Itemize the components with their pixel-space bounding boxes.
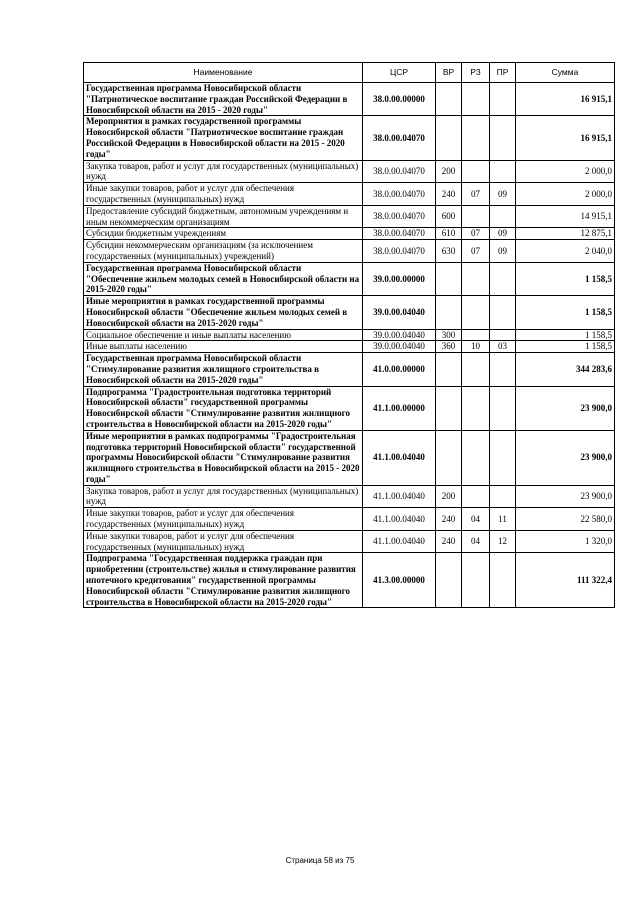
cell-name: Субсидии бюджетным учреждениям [84,228,363,240]
cell-sum: 1 158,5 [516,262,615,295]
cell-vr: 240 [436,530,462,553]
table-row [84,329,615,341]
cell-pr: 12 [490,530,516,553]
table-row [84,160,615,183]
cell-vr: 630 [436,240,462,263]
header-vr: ВР [436,63,462,83]
cell-rz [462,116,490,160]
table-row [84,430,615,485]
table-row [84,508,615,531]
cell-name: Государственная программа Новосибирской области "Стимулирование развития жилищного строительства в Новосибирской области на 2015-2020 годы" [84,353,363,386]
cell-name: Иные закупки товаров, работ и услуг для обеспечения государственных (муниципальных) нужд [84,183,363,206]
cell-csr: 39.0.00.04040 [363,341,436,353]
cell-pr: 09 [490,240,516,263]
cell-rz: 07 [462,228,490,240]
cell-rz [462,553,490,608]
table-row [84,240,615,263]
header-rz: РЗ [462,63,490,83]
cell-csr: 38.0.00.04070 [363,160,436,183]
cell-vr [436,353,462,386]
cell-csr: 41.1.00.04040 [363,530,436,553]
cell-csr: 41.1.00.04040 [363,430,436,485]
cell-pr [490,553,516,608]
cell-vr: 240 [436,508,462,531]
cell-sum: 344 283,6 [516,353,615,386]
table-row [84,83,615,116]
header-csr: ЦСР [363,63,436,83]
cell-sum: 16 915,1 [516,83,615,116]
cell-vr: 240 [436,183,462,206]
cell-name: Социальное обеспечение и иные выплаты населению [84,329,363,341]
cell-rz [462,205,490,228]
table-row [84,262,615,295]
cell-rz [462,329,490,341]
header-pr: ПР [490,63,516,83]
cell-csr: 41.0.00.00000 [363,353,436,386]
table-row [84,341,615,353]
cell-rz [462,296,490,329]
cell-rz [462,262,490,295]
cell-vr: 200 [436,160,462,183]
cell-pr: 09 [490,183,516,206]
cell-vr: 360 [436,341,462,353]
cell-pr [490,353,516,386]
cell-csr: 38.0.00.00000 [363,83,436,116]
cell-pr [490,160,516,183]
table-row [84,353,615,386]
table-row [84,386,615,430]
table-row [84,485,615,508]
cell-pr [490,116,516,160]
cell-sum: 1 158,5 [516,296,615,329]
cell-sum: 23 900,0 [516,485,615,508]
cell-sum: 16 915,1 [516,116,615,160]
cell-pr [490,205,516,228]
cell-sum: 2 000,0 [516,160,615,183]
cell-name: Мероприятия в рамках государственной программы Новосибирской области "Патриотическое воспитание граждан Российской Федерации в Новосибирской области на 2015 - 2020 годы" [84,116,363,160]
cell-pr [490,83,516,116]
cell-rz [462,386,490,430]
cell-rz: 04 [462,530,490,553]
cell-pr [490,296,516,329]
cell-rz [462,353,490,386]
table-body [84,83,615,608]
cell-vr [436,262,462,295]
cell-pr: 09 [490,228,516,240]
cell-csr: 41.1.00.04040 [363,485,436,508]
page-number: Страница 58 из 75 [285,856,355,865]
table-row [84,205,615,228]
cell-name: Закупка товаров, работ и услуг для государственных (муниципальных) нужд [84,160,363,183]
cell-pr [490,430,516,485]
cell-sum: 23 900,0 [516,430,615,485]
cell-pr [490,485,516,508]
cell-name: Иные выплаты населению [84,341,363,353]
cell-csr: 38.0.00.04070 [363,116,436,160]
cell-sum: 23 900,0 [516,386,615,430]
cell-vr [436,83,462,116]
cell-sum: 2 040,0 [516,240,615,263]
table-row [84,116,615,160]
cell-vr: 200 [436,485,462,508]
cell-rz: 07 [462,183,490,206]
cell-pr: 11 [490,508,516,531]
cell-name: Подпрограмма "Государственная поддержка граждан при приобретении (строительстве) жилья и стимулирование развития ипотечного кредитования" государственной программы Новосибирской области "Стимулирование развития жилищного строительства в Новосибирской области на 2015-2020 годы" [84,553,363,608]
cell-csr: 41.1.00.04040 [363,508,436,531]
cell-pr: 03 [490,341,516,353]
cell-csr: 38.0.00.04070 [363,205,436,228]
cell-rz [462,160,490,183]
cell-name: Субсидии некоммерческим организациям (за исключением государственных (муниципальных) учреждений) [84,240,363,263]
cell-name: Иные мероприятия в рамках государственной программы Новосибирской области "Обеспечение жильем молодых семей в Новосибирской области на 2015-2020 годы" [84,296,363,329]
cell-name: Иные закупки товаров, работ и услуг для обеспечения государственных (муниципальных) нужд [84,508,363,531]
cell-pr [490,386,516,430]
cell-vr [436,296,462,329]
cell-csr: 39.0.00.04040 [363,329,436,341]
cell-pr [490,262,516,295]
cell-vr: 300 [436,329,462,341]
cell-name: Предоставление субсидий бюджетным, автономным учреждениям и иным некоммерческим организациям [84,205,363,228]
header-sum: Сумма [516,63,615,83]
cell-name: Иные мероприятия в рамках подпрограммы "Градостроительная подготовка территорий Новосибирской области" государственной программы Новосибирской области "Стимулирование развития жилищного строительства в Новосибирской области на 2015 - 2020 годы" [84,430,363,485]
cell-csr: 38.0.00.04070 [363,240,436,263]
cell-rz [462,485,490,508]
cell-csr: 41.3.00.00000 [363,553,436,608]
cell-csr: 39.0.00.00000 [363,262,436,295]
cell-vr [436,553,462,608]
cell-name: Иные закупки товаров, работ и услуг для обеспечения государственных (муниципальных) нужд [84,530,363,553]
cell-pr [490,329,516,341]
cell-name: Подпрограмма "Градостроительная подготовка территорий Новосибирской области" государственной программы Новосибирской области "Стимулирование развития жилищного строительства в Новосибирской области на 2015-2020 годы" [84,386,363,430]
cell-sum: 12 875,1 [516,228,615,240]
header-name: Наименование [84,63,363,83]
cell-sum: 1 320,0 [516,530,615,553]
table-row [84,228,615,240]
cell-rz: 10 [462,341,490,353]
cell-vr [436,116,462,160]
cell-vr [436,430,462,485]
budget-table [83,62,615,608]
cell-rz [462,430,490,485]
cell-csr: 38.0.00.04070 [363,183,436,206]
cell-rz [462,83,490,116]
cell-csr: 38.0.00.04070 [363,228,436,240]
cell-name: Государственная программа Новосибирской области "Патриотическое воспитание граждан Российской Федерации в Новосибирской области на 2015 - 2020 годы" [84,83,363,116]
table-row [84,183,615,206]
cell-sum: 14 915,1 [516,205,615,228]
cell-sum: 1 158,5 [516,341,615,353]
cell-sum: 22 580,0 [516,508,615,531]
cell-vr: 610 [436,228,462,240]
cell-vr: 600 [436,205,462,228]
table-row [84,530,615,553]
cell-rz: 04 [462,508,490,531]
cell-name: Государственная программа Новосибирской области "Обеспечение жильем молодых семей в Новосибирской области на 2015-2020 годы" [84,262,363,295]
table-header-row [84,63,615,83]
table-row [84,296,615,329]
cell-sum: 2 000,0 [516,183,615,206]
cell-sum: 1 158,5 [516,329,615,341]
cell-vr [436,386,462,430]
cell-csr: 39.0.00.04040 [363,296,436,329]
cell-rz: 07 [462,240,490,263]
cell-csr: 41.1.00.00000 [363,386,436,430]
cell-sum: 111 322,4 [516,553,615,608]
cell-name: Закупка товаров, работ и услуг для государственных (муниципальных) нужд [84,485,363,508]
table-row [84,553,615,608]
